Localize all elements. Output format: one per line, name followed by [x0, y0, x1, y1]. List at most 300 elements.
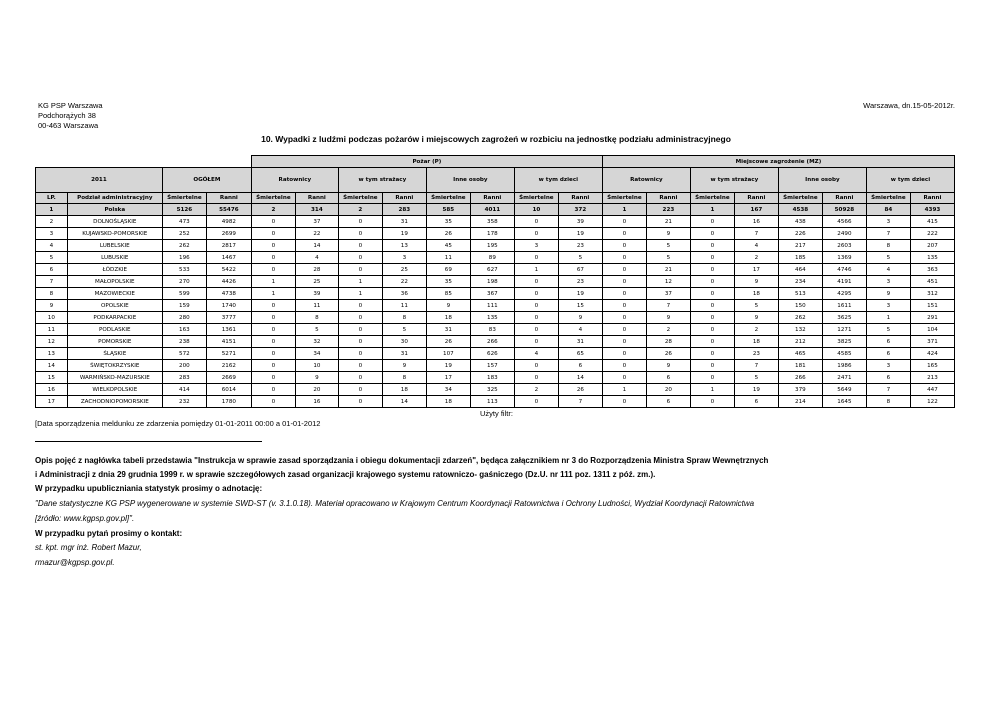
row-lp: 4 [36, 240, 68, 252]
row-admin-unit: ŚWIĘTOKRZYSKIE [67, 360, 162, 372]
row-value: 266 [778, 372, 822, 384]
row-value: 0 [690, 360, 734, 372]
row-value: 312 [910, 288, 954, 300]
row-value: 19 [734, 384, 778, 396]
row-value: 0 [514, 252, 558, 264]
row-value: 7 [866, 384, 910, 396]
row-admin-unit: WARMIŃSKO-MAZURSKIE [67, 372, 162, 384]
row-value: 0 [338, 384, 382, 396]
row-value: 0 [514, 360, 558, 372]
row-value: 35 [426, 276, 470, 288]
row-value: 451 [910, 276, 954, 288]
row-value: 9 [382, 360, 426, 372]
row-value: 270 [162, 276, 206, 288]
row-value: 0 [514, 288, 558, 300]
row-value: 5 [734, 300, 778, 312]
row-value: 1986 [822, 360, 866, 372]
row-value: 3777 [206, 312, 251, 324]
row-value: 0 [338, 240, 382, 252]
row-value: 200 [162, 360, 206, 372]
row-value: 6 [734, 396, 778, 408]
row-lp: 12 [36, 336, 68, 348]
row-value: 8 [382, 312, 426, 324]
row-admin-unit: DOLNOŚLĄSKIE [67, 216, 162, 228]
row-value: 8 [382, 372, 426, 384]
row-value: 30 [382, 336, 426, 348]
header-dead: Śmiertelne [602, 193, 646, 204]
header-firefighters: w tym strażacy [338, 168, 426, 193]
row-value: 0 [602, 312, 646, 324]
row-value: 4426 [206, 276, 251, 288]
row-value: 465 [778, 348, 822, 360]
row-value: 438 [778, 216, 822, 228]
row-value: 1 [866, 312, 910, 324]
row-value: 2490 [822, 228, 866, 240]
row-value: 0 [251, 228, 295, 240]
row-value: 26 [426, 228, 470, 240]
table-row [36, 372, 955, 384]
row-value: 2 [514, 384, 558, 396]
row-value: 0 [690, 312, 734, 324]
org-line: KG PSP Warszawa [38, 101, 103, 110]
row-value: 222 [910, 228, 954, 240]
row-value: 6 [558, 360, 602, 372]
footer-definition-line1: Opis pojęć z nagłówka tabeli przedstawia "Instrukcja w sprawie zasad sporządzania i obiegu dokumentacji zdarzeń", będąca załącznikiem nr 3 do Rozporządzenia Ministra Spraw Wewnętrznych [35, 456, 769, 465]
header-rescuers: Ratownicy [602, 168, 690, 193]
row-value: 4295 [822, 288, 866, 300]
row-value: 122 [910, 396, 954, 408]
row-lp: 3 [36, 228, 68, 240]
table-row [36, 336, 955, 348]
row-value: 0 [338, 300, 382, 312]
row-admin-unit: MAZOWIECKIE [67, 288, 162, 300]
row-value: 0 [251, 348, 295, 360]
row-value: 31 [426, 324, 470, 336]
row-value: 107 [426, 348, 470, 360]
row-value: 0 [338, 372, 382, 384]
table-row [36, 204, 955, 216]
row-value: 31 [382, 216, 426, 228]
row-value: 5649 [822, 384, 866, 396]
row-admin-unit: ZACHODNIOPOMORSKIE [67, 396, 162, 408]
header-injured: Ranni [734, 193, 778, 204]
row-value: 232 [162, 396, 206, 408]
row-value: 0 [251, 264, 295, 276]
row-value: 291 [910, 312, 954, 324]
table-row [36, 252, 955, 264]
row-value: 7 [646, 300, 690, 312]
row-value: 0 [690, 300, 734, 312]
row-value: 4566 [822, 216, 866, 228]
org-line: Podchorążych 38 [38, 111, 96, 120]
row-value: 5 [866, 252, 910, 264]
row-value: 17 [734, 264, 778, 276]
row-value: 18 [734, 288, 778, 300]
header-total: OGÓŁEM [162, 168, 251, 193]
footer-citation-text: "Dane statystyczne KG PSP wygenerowane w systemie SWD-ST (v. 3.1.0.18). Materiał opracowano w Krajowym Centrum Koordynacji Ratownictwa i Ochrony Ludności, Wydział Koordynacji Ratownictwa [35, 499, 755, 508]
row-value: 0 [338, 228, 382, 240]
row-admin-unit: ŚLĄSKIE [67, 348, 162, 360]
row-value: 0 [251, 360, 295, 372]
row-value: 2 [734, 252, 778, 264]
divider [35, 441, 262, 442]
row-value: 5271 [206, 348, 251, 360]
row-value: 1780 [206, 396, 251, 408]
row-value: 11 [382, 300, 426, 312]
row-value: 213 [910, 372, 954, 384]
row-value: 183 [470, 372, 514, 384]
row-value: 15 [558, 300, 602, 312]
row-value: 4191 [822, 276, 866, 288]
row-admin-unit: OPOLSKIE [67, 300, 162, 312]
row-value: 4 [514, 348, 558, 360]
row-value: 1 [251, 288, 295, 300]
header-injured: Ranni [822, 193, 866, 204]
row-value: 473 [162, 216, 206, 228]
row-value: 0 [690, 396, 734, 408]
header-firefighters: w tym strażacy [690, 168, 778, 193]
row-value: 31 [558, 336, 602, 348]
row-value: 23 [558, 240, 602, 252]
row-value: 22 [295, 228, 338, 240]
filter-label: Użyty filtr: [480, 409, 513, 418]
row-value: 363 [910, 264, 954, 276]
row-value: 0 [338, 264, 382, 276]
row-value: 25 [382, 264, 426, 276]
row-value: 0 [602, 324, 646, 336]
row-value: 0 [338, 336, 382, 348]
row-value: 0 [602, 360, 646, 372]
row-value: 0 [690, 252, 734, 264]
footer-definition-line2: i Administracji z dnia 29 grudnia 1999 r. w sprawie szczegółowych zasad organizacji krajowego systemu ratowniczo- gaśniczego (Dz.U. nr 111 poz. 1311 z póź. zm.). [35, 470, 656, 479]
row-value: 104 [910, 324, 954, 336]
row-value: 2817 [206, 240, 251, 252]
row-admin-unit: Polska [67, 204, 162, 216]
row-value: 1467 [206, 252, 251, 264]
row-value: 0 [690, 276, 734, 288]
row-lp: 13 [36, 348, 68, 360]
row-value: 20 [646, 384, 690, 396]
row-value: 0 [338, 348, 382, 360]
row-value: 0 [338, 324, 382, 336]
row-value: 5126 [162, 204, 206, 216]
row-value: 0 [602, 228, 646, 240]
row-value: 32 [295, 336, 338, 348]
row-value: 0 [690, 336, 734, 348]
row-value: 5 [295, 324, 338, 336]
row-value: 18 [734, 336, 778, 348]
row-value: 10 [295, 360, 338, 372]
row-value: 165 [910, 360, 954, 372]
row-value: 65 [558, 348, 602, 360]
row-value: 3 [866, 360, 910, 372]
row-value: 5 [558, 252, 602, 264]
table-row [36, 384, 955, 396]
row-value: 1 [514, 264, 558, 276]
row-value: 1361 [206, 324, 251, 336]
row-admin-unit: WIELKOPOLSKIE [67, 384, 162, 396]
row-value: 6 [866, 336, 910, 348]
table-row [36, 216, 955, 228]
row-value: 0 [690, 240, 734, 252]
row-lp: 9 [36, 300, 68, 312]
row-value: 28 [295, 264, 338, 276]
row-value: 283 [382, 204, 426, 216]
row-value: 280 [162, 312, 206, 324]
row-value: 372 [558, 204, 602, 216]
row-value: 14 [382, 396, 426, 408]
row-value: 5 [734, 372, 778, 384]
row-value: 4738 [206, 288, 251, 300]
row-value: 4393 [910, 204, 954, 216]
header-dead: Śmiertelne [514, 193, 558, 204]
row-value: 6014 [206, 384, 251, 396]
row-value: 1 [338, 288, 382, 300]
row-value: 16 [734, 216, 778, 228]
header-lp: LP. [36, 193, 68, 204]
row-value: 9 [734, 312, 778, 324]
row-value: 4 [734, 240, 778, 252]
row-value: 0 [251, 300, 295, 312]
row-value: 34 [426, 384, 470, 396]
table-row [36, 228, 955, 240]
row-value: 3 [866, 300, 910, 312]
row-value: 1 [251, 276, 295, 288]
row-value: 0 [514, 276, 558, 288]
row-value: 447 [910, 384, 954, 396]
row-value: 9 [558, 312, 602, 324]
header-dead: Śmiertelne [162, 193, 206, 204]
row-value: 28 [646, 336, 690, 348]
row-value: 1369 [822, 252, 866, 264]
row-value: 39 [295, 288, 338, 300]
row-lp: 6 [36, 264, 68, 276]
footer-source: [źródło: www.kgpsp.gov.pl]". [35, 514, 135, 523]
row-value: 0 [602, 240, 646, 252]
row-value: 6 [866, 348, 910, 360]
row-value: 9 [734, 276, 778, 288]
header-other-persons: Inne osoby [426, 168, 514, 193]
row-value: 11 [426, 252, 470, 264]
row-value: 0 [514, 336, 558, 348]
row-value: 0 [514, 228, 558, 240]
row-value: 26 [426, 336, 470, 348]
header-injured: Ranni [646, 193, 690, 204]
row-value: 3825 [822, 336, 866, 348]
row-value: 0 [514, 300, 558, 312]
row-value: 4538 [778, 204, 822, 216]
row-lp: 10 [36, 312, 68, 324]
row-value: 4982 [206, 216, 251, 228]
row-value: 25 [295, 276, 338, 288]
row-value: 626 [470, 348, 514, 360]
table-row [36, 300, 955, 312]
table-row [36, 288, 955, 300]
row-value: 262 [162, 240, 206, 252]
row-value: 2669 [206, 372, 251, 384]
row-value: 26 [558, 384, 602, 396]
row-lp: 14 [36, 360, 68, 372]
footer-contact-name: st. kpt. mgr inż. Robert Mazur, [35, 543, 142, 552]
table-row [36, 324, 955, 336]
row-value: 132 [778, 324, 822, 336]
row-value: 12 [646, 276, 690, 288]
row-value: 22 [382, 276, 426, 288]
table-row [36, 360, 955, 372]
row-value: 424 [910, 348, 954, 360]
row-value: 0 [602, 216, 646, 228]
table-row [36, 264, 955, 276]
row-value: 67 [558, 264, 602, 276]
row-admin-unit: MAŁOPOLSKIE [67, 276, 162, 288]
row-value: 262 [778, 312, 822, 324]
row-value: 8 [866, 240, 910, 252]
row-value: 0 [251, 384, 295, 396]
row-value: 16 [295, 396, 338, 408]
row-value: 371 [910, 336, 954, 348]
row-value: 50928 [822, 204, 866, 216]
row-value: 84 [866, 204, 910, 216]
row-value: 0 [690, 324, 734, 336]
row-value: 0 [602, 288, 646, 300]
row-value: 0 [690, 264, 734, 276]
row-value: 111 [470, 300, 514, 312]
row-value: 6 [646, 372, 690, 384]
org-line: 00-463 Warszawa [38, 121, 99, 130]
row-value: 0 [514, 396, 558, 408]
organization-address [38, 101, 103, 131]
row-value: 2603 [822, 240, 866, 252]
header-year: 2011 [36, 168, 163, 193]
row-value: 223 [646, 204, 690, 216]
row-value: 19 [426, 360, 470, 372]
row-value: 1 [602, 384, 646, 396]
header-dead: Śmiertelne [251, 193, 295, 204]
row-value: 0 [602, 372, 646, 384]
header-dead: Śmiertelne [690, 193, 734, 204]
row-value: 181 [778, 360, 822, 372]
row-value: 283 [162, 372, 206, 384]
row-admin-unit: POMORSKIE [67, 336, 162, 348]
row-value: 83 [470, 324, 514, 336]
row-value: 2 [734, 324, 778, 336]
row-lp: 15 [36, 372, 68, 384]
row-value: 0 [514, 372, 558, 384]
row-value: 0 [251, 372, 295, 384]
row-value: 3 [866, 216, 910, 228]
row-value: 415 [910, 216, 954, 228]
row-value: 212 [778, 336, 822, 348]
row-value: 3 [514, 240, 558, 252]
row-value: 0 [690, 216, 734, 228]
row-value: 19 [382, 228, 426, 240]
row-value: 185 [778, 252, 822, 264]
row-value: 36 [382, 288, 426, 300]
row-value: 226 [778, 228, 822, 240]
row-value: 23 [558, 276, 602, 288]
row-value: 26 [646, 348, 690, 360]
row-value: 0 [251, 240, 295, 252]
row-value: 1 [602, 204, 646, 216]
row-value: 157 [470, 360, 514, 372]
row-value: 5 [866, 324, 910, 336]
row-value: 0 [602, 276, 646, 288]
row-value: 5 [646, 240, 690, 252]
row-value: 2 [646, 324, 690, 336]
row-value: 198 [470, 276, 514, 288]
row-value: 9 [646, 312, 690, 324]
row-value: 0 [514, 324, 558, 336]
row-value: 37 [646, 288, 690, 300]
row-value: 6 [646, 396, 690, 408]
row-value: 39 [558, 216, 602, 228]
row-value: 45 [426, 240, 470, 252]
row-value: 4011 [470, 204, 514, 216]
row-value: 2162 [206, 360, 251, 372]
row-lp: 2 [36, 216, 68, 228]
header-injured: Ranni [206, 193, 251, 204]
footer-contact-email: rmazur@kgpsp.gov.pl. [35, 558, 115, 567]
row-value: 1645 [822, 396, 866, 408]
row-value: 11 [295, 300, 338, 312]
row-admin-unit: PODKARPACKIE [67, 312, 162, 324]
row-value: 513 [778, 288, 822, 300]
row-value: 0 [338, 252, 382, 264]
row-value: 9 [866, 288, 910, 300]
row-value: 0 [338, 396, 382, 408]
row-value: 325 [470, 384, 514, 396]
document-date: Warszawa, dn.15-05-2012r. [863, 101, 955, 110]
row-value: 5422 [206, 264, 251, 276]
row-value: 18 [426, 396, 470, 408]
row-value: 0 [602, 336, 646, 348]
row-value: 0 [514, 312, 558, 324]
row-value: 4 [558, 324, 602, 336]
header-rescuers: Ratownicy [251, 168, 338, 193]
header-local-threat: Miejscowe zagrożenie (MZ) [602, 156, 954, 168]
row-value: 17 [426, 372, 470, 384]
footer-contact-heading: W przypadku pytań prosimy o kontakt: [35, 529, 183, 538]
row-value: 135 [910, 252, 954, 264]
row-value: 585 [426, 204, 470, 216]
row-value: 89 [470, 252, 514, 264]
table-title: 10. Wypadki z ludźmi podczas pożarów i miejscowych zagrożeń w rozbiciu na jednostkę podziału administracyjnego [261, 134, 731, 144]
row-value: 7 [866, 228, 910, 240]
header-injured: Ranni [470, 193, 514, 204]
row-value: 31 [382, 348, 426, 360]
row-value: 21 [646, 264, 690, 276]
row-value: 4 [295, 252, 338, 264]
row-value: 0 [338, 360, 382, 372]
row-value: 3 [382, 252, 426, 264]
row-value: 113 [470, 396, 514, 408]
row-value: 314 [295, 204, 338, 216]
header-injured: Ranni [382, 193, 426, 204]
table-row [36, 312, 955, 324]
row-value: 0 [338, 312, 382, 324]
row-lp: 16 [36, 384, 68, 396]
row-value: 1740 [206, 300, 251, 312]
row-value: 5 [646, 252, 690, 264]
row-value: 367 [470, 288, 514, 300]
row-value: 8 [295, 312, 338, 324]
row-value: 34 [295, 348, 338, 360]
row-value: 1 [690, 204, 734, 216]
row-value: 37 [295, 216, 338, 228]
row-lp: 17 [36, 396, 68, 408]
header-admin-unit: Podział administracyjny [67, 193, 162, 204]
row-value: 4746 [822, 264, 866, 276]
